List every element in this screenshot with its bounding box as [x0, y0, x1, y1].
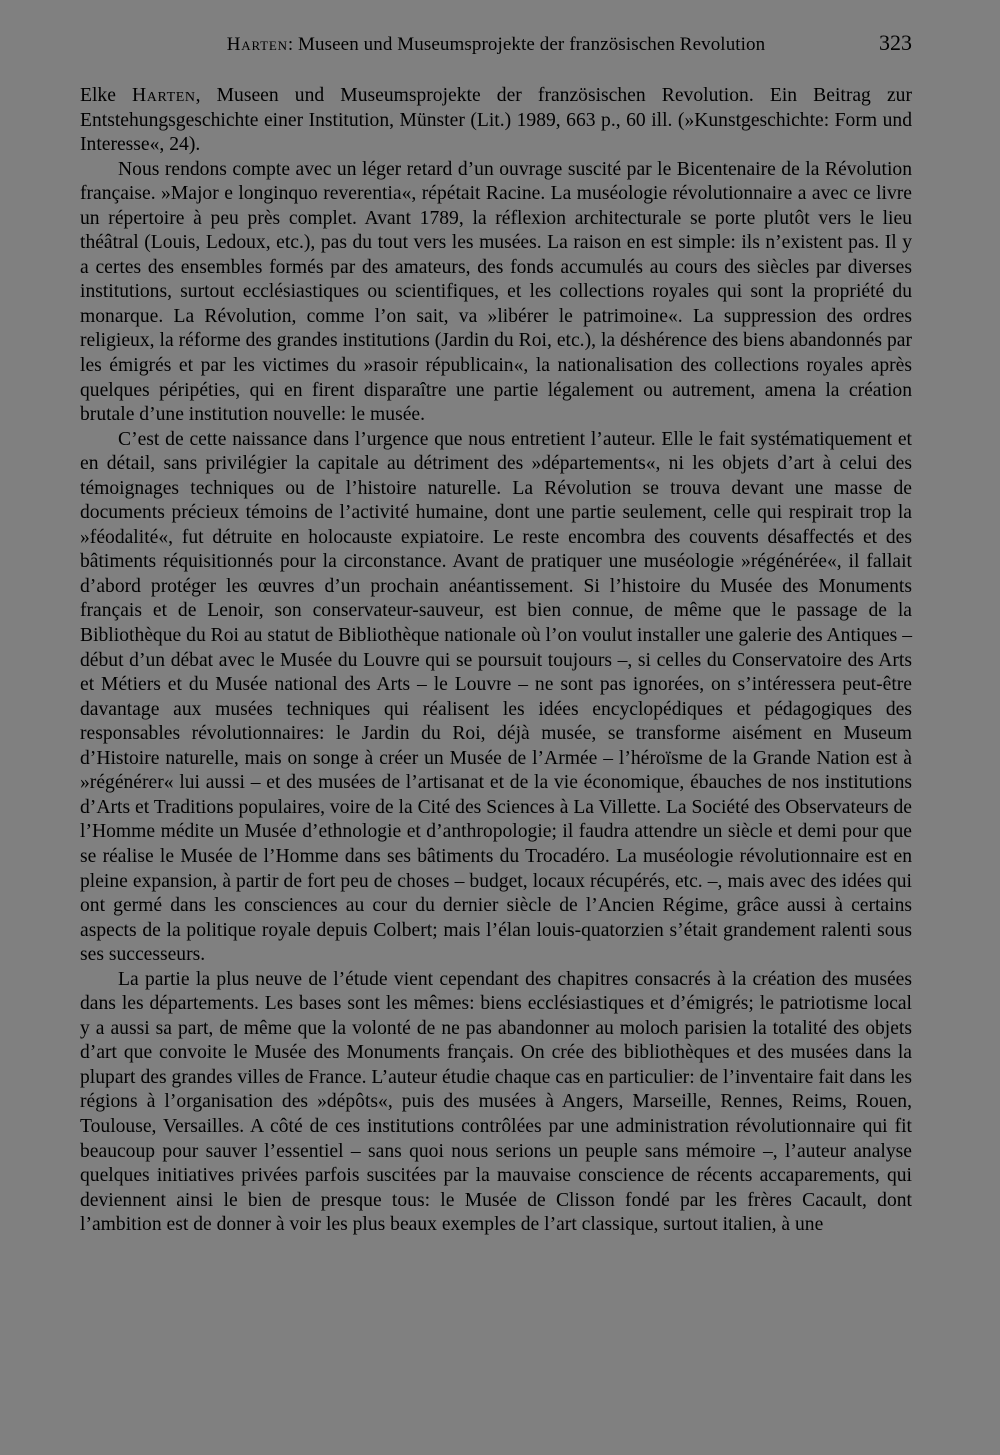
- page-number: 323: [879, 30, 912, 55]
- running-head-title: : Museen und Museumsprojekte der französischen Revolution: [287, 34, 766, 55]
- paragraph-1: Nous rendons compte avec un léger retard d’un ouvrage suscité par le Bicentenaire de la Révolution française. »Major e longinquo reverentia«, répétait Racine. La muséologie révolutionnaire a avec ce livre un répertoire à peu près complet. Avant 1789, la réflexion architecturale se porte plutôt vers le lieu théâtral (Louis, Ledoux, etc.), pas du tout vers les musées. La raison en est simple: ils n’existent pas. Il y a certes des ensembles formés par des amateurs, des fonds accumulés au cours des siècles par diverses institutions, surtout ecclésiastiques ou scientifiques, et les collections royales qui sont la propriété du monarque. La Révolution, comme l’on sait, va »libérer le patrimoine«. La suppression des ordres religieux, la réforme des grandes institutions (Jardin du Roi, etc.), la déshérence des biens abandonnés par les émigrés et par les victimes du »rasoir républicain«, la nationalisation des collections royales après quelques péripéties, qui en firent disparaître une partie légalement ou autrement, amena la création brutale d’une institution nouvelle: le musée.: [80, 158, 912, 426]
- reference-details: , Museen und Museumsprojekte der französischen Revolution. Ein Beitrag zur Entstehungsgeschichte einer Institution, Münster (Lit.) 1989, 663 p., 60 ill. (»Kunstgeschichte: Form und Interesse«, 24).: [80, 85, 912, 156]
- running-head-author: Harten: [226, 34, 288, 55]
- reference-author: Harten: [132, 85, 196, 106]
- paragraph-2: C’est de cette naissance dans l’urgence que nous entretient l’auteur. Elle le fait systématiquement et en détail, sans privilégier la capitale au détriment des »départements«, ni les objets d’art à celui des témoignages techniques ou de l’histoire naturelle. La Révolution se trouva devant une masse de documents précieux témoins de l’activité humaine, dont une partie seulement, celle qui respirait trop la »féodalité«, fut détruite en holocauste expiatoire. Le reste encombra des couvents désaffectés et des bâtiments réquisitionnés pour la circonstance. Avant de pratiquer une muséologie »régénérée«, il fallait d’abord protéger les œuvres d’un prochain anéantissement. Si l’histoire du Musée des Monuments français et de Lenoir, son conservateur-sauveur, est bien connue, de même que le passage de la Bibliothèque du Roi au statut de Bibliothèque nationale où l’on voulut installer une galerie des Antiques – début d’un débat avec le Musée du Louvre qui se poursuit toujours –, si celles du Conservatoire des Arts et Métiers et du Musée national des Arts – le Louvre – ne sont pas ignorées, on s’intéressera peut-être davantage aux musées techniques qui réalisent les idées encyclopédiques et pédagogiques des responsables révolutionnaires: le Jardin du Roi, déjà musée, se transforme aisément en Museum d’Histoire naturelle, mais on songe à créer un Musée de l’Armée – l’héroïsme de la Grande Nation est à »régénérer« lui aussi – et des musées de l’artisanat et de la vie économique, ébauches de nos institutions d’Arts et Traditions populaires, voire de la Cité des Sciences à La Villette. La Société des Observateurs de l’Homme médite un Musée d’ethnologie et d’anthropologie; il faudra attendre un siècle et demi pour que se réalise le Musée de l’Homme dans ses bâtiments du Trocadéro. La muséologie révolutionnaire est en pleine expansion, à partir de fort peu de choses – budget, locaux récupérés, etc. –, mais avec des idées qui ont germé dans les consciences au cour du dernier siècle de l’Ancien Régime, grâce aussi à certains aspects de la politique royale depuis Colbert; mais l’élan louis-quatorzien s’était grandement ralenti sous ses successeurs.: [80, 428, 912, 966]
- book-reference: [80, 84, 912, 158]
- paragraph-3: La partie la plus neuve de l’étude vient cependant des chapitres consacrés à la création des musées dans les départements. Les bases sont les mêmes: biens ecclésiastiques et d’émigrés; le patriotisme local y a aussi sa part, de même que la volonté de ne pas abandonner au moloch parisien la totalité des objets d’art que convoite le Musée des Monuments français. On crée des bibliothèques et des musées dans la plupart des grandes villes de France. L’auteur étudie chaque cas en particulier: de l’inventaire fait dans les régions à l’organisation des »dépôts«, puis des musées à Angers, Marseille, Rennes, Reims, Rouen, Toulouse, Versailles. A côté de ces institutions contrôlées par une administration révolutionnaire qui fit beaucoup pour sauver l’essentiel – sans quoi nous serions un peuple sans mémoire –, l’auteur analyse quelques initiatives privées parfois suscitées par la mauvaise conscience de récents accaparements, qui deviennent ainsi le bien de presque tous: le Musée de Clisson fondé par les frères Cacault, dont l’ambition est de donner à voir les plus beaux exemples de l’art classique, surtout italien, à une: [80, 968, 912, 1236]
- running-head: [80, 34, 912, 56]
- reference-pre: Elke: [80, 85, 133, 106]
- page-header: [80, 30, 912, 62]
- review-body: [80, 84, 912, 1238]
